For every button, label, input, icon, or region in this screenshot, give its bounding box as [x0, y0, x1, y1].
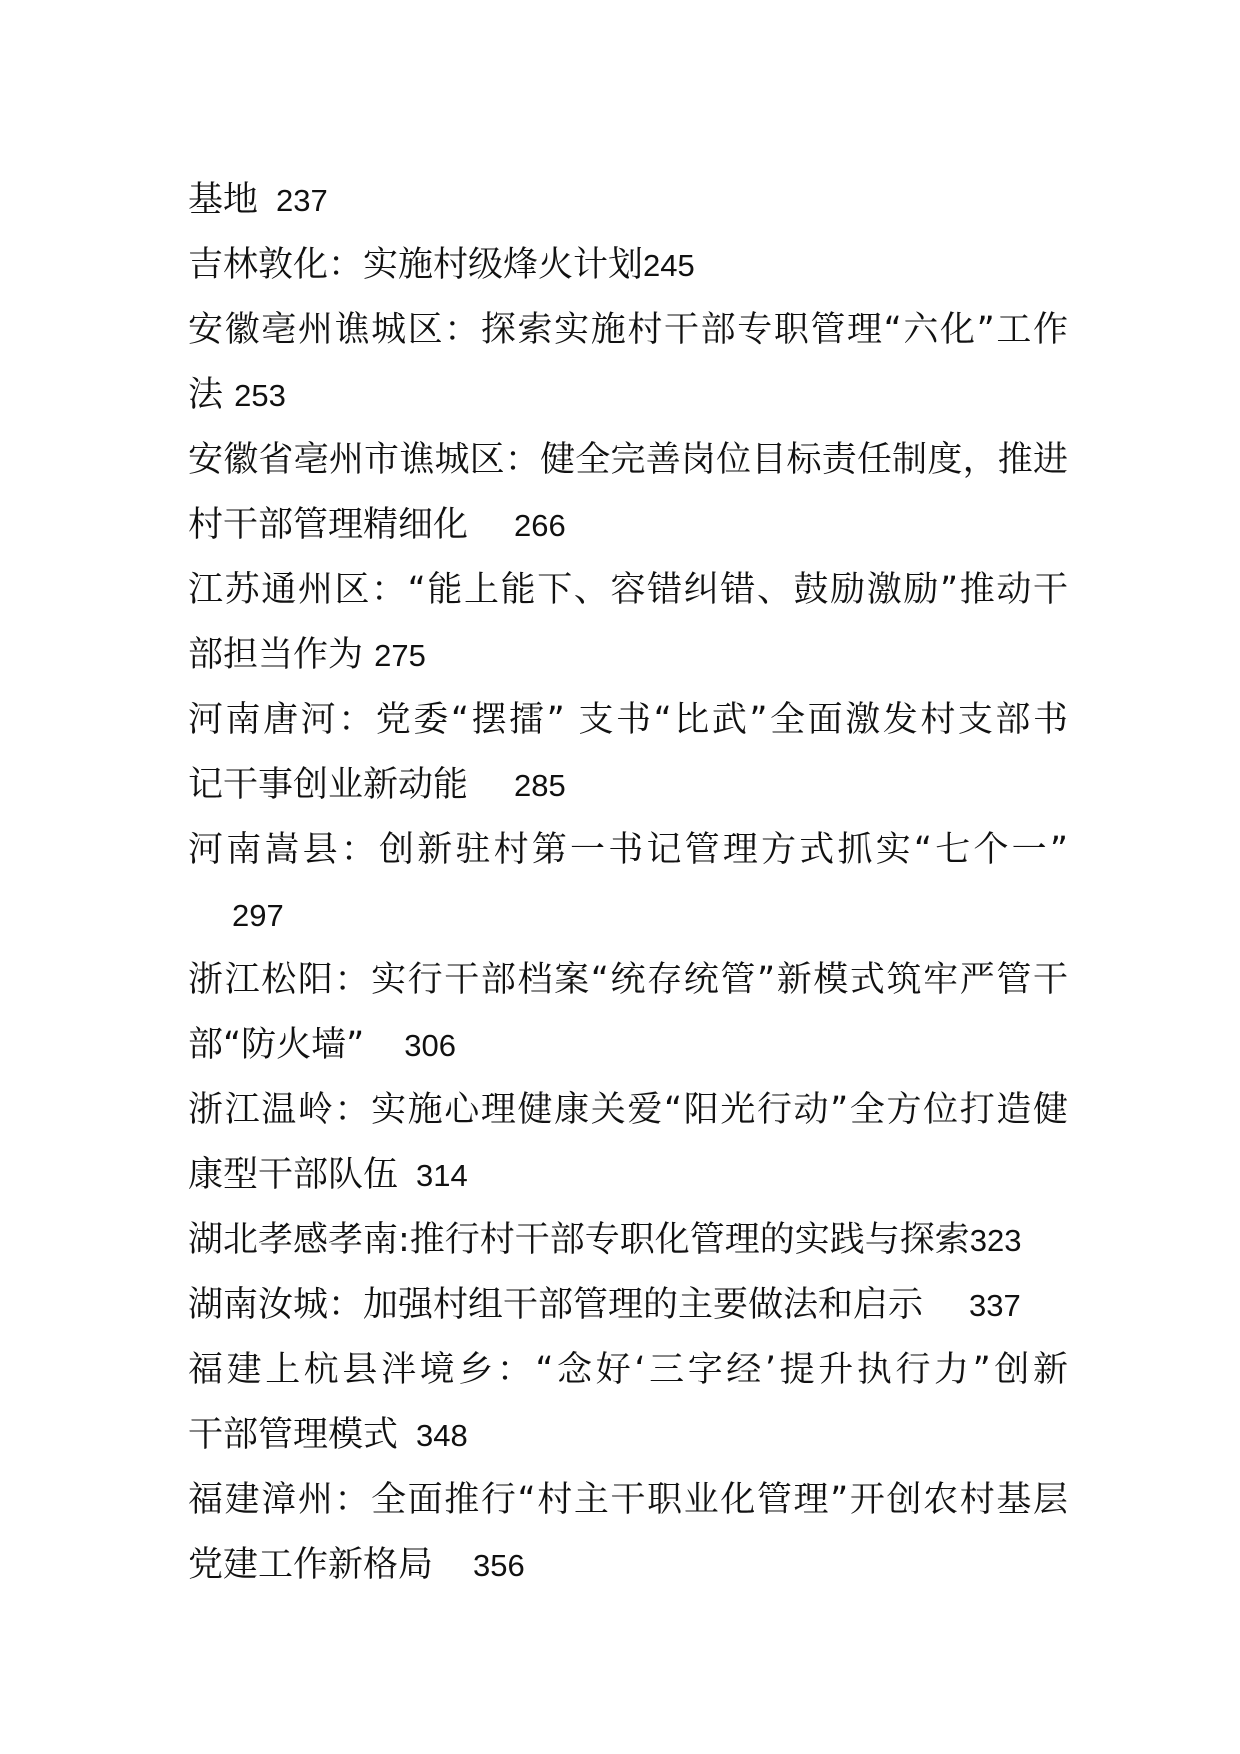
- toc-entry-title-line1: 福建漳州：全面推行“村主干职业化管理”开创农村基层: [188, 1480, 1068, 1520]
- toc-entry-title: 记干事创业新动能: [188, 765, 469, 805]
- toc-entry-title: 康型干部队伍: [188, 1155, 399, 1195]
- toc-entry-title: 湖北孝感孝南:推行村干部专职化管理的实践与探索: [188, 1220, 970, 1260]
- table-of-contents: [188, 168, 1068, 1598]
- toc-entry: [188, 1208, 1068, 1273]
- toc-entry-title-line1: 河南嵩县：创新驻村第一书记管理方式抓实“七个一”: [188, 830, 1068, 870]
- toc-page-number: 275: [374, 638, 426, 673]
- toc-entry-title-line2: [188, 623, 1068, 688]
- toc-entry-title-line1: 安徽亳州谯城区：探索实施村干部专职管理“六化”工作: [188, 310, 1068, 350]
- toc-page-number: 237: [276, 183, 328, 218]
- toc-entry-title: 村干部管理精细化: [188, 505, 469, 545]
- toc-entry-title-line2: [188, 363, 1068, 428]
- toc-entry: [188, 1273, 1068, 1338]
- toc-entry-title-line1: 江苏通州区：“能上能下、容错纠错、鼓励激励”推动干: [188, 570, 1068, 610]
- toc-entry-title-line2: [188, 753, 1068, 818]
- toc-entry-title: 湖南汝城：加强村组干部管理的主要做法和启示: [188, 1285, 924, 1325]
- toc-entry-title: 部“防火墙”: [188, 1025, 365, 1065]
- toc-entry-title-line2: [188, 1013, 1068, 1078]
- toc-page-number: 297: [232, 898, 284, 933]
- toc-page-number: 245: [643, 248, 695, 283]
- toc-page-number: 306: [404, 1028, 456, 1063]
- toc-entry-title: 党建工作新格局: [188, 1545, 434, 1585]
- toc-page-number: 285: [514, 768, 566, 803]
- toc-entry-title-line1: 浙江松阳：实行干部档案“统存统管”新模式筑牢严管干: [188, 960, 1068, 1000]
- toc-page-number: 348: [416, 1418, 468, 1453]
- toc-entry-title: 基地: [188, 180, 259, 220]
- toc-entry-title-line2: [188, 493, 1068, 558]
- toc-entry-title: 吉林敦化：实施村级烽火计划: [188, 245, 644, 285]
- toc-page-number: 314: [416, 1158, 468, 1193]
- toc-entry-title: 干部管理模式: [188, 1415, 399, 1455]
- toc-entry-title-line2: [188, 1533, 1068, 1598]
- toc-page-number: 356: [473, 1548, 525, 1583]
- toc-entry-title: 法: [188, 375, 224, 415]
- toc-entry-title-line1: 安徽省亳州市谯城区：健全完善岗位目标责任制度，推进: [188, 440, 1068, 480]
- toc-entry-title-line1: 河南唐河：党委“摆擂” 支书“比武”全面激发村支部书: [188, 700, 1068, 740]
- toc-page-number: 323: [969, 1223, 1022, 1258]
- toc-page-number: 337: [969, 1288, 1021, 1323]
- toc-entry-title-line2: [188, 1143, 1068, 1208]
- toc-entry: [188, 168, 1068, 233]
- toc-entry: [188, 233, 1068, 298]
- toc-entry-title-line2: [188, 1403, 1068, 1468]
- toc-entry-title-line1: 福建上杭县泮境乡：“念好‘三字经’提升执行力”创新: [188, 1350, 1068, 1390]
- toc-entry-title-line1: 浙江温岭：实施心理健康关爱“阳光行动”全方位打造健: [188, 1090, 1068, 1130]
- toc-page-number: 253: [234, 378, 286, 413]
- toc-page-number: 266: [514, 508, 566, 543]
- toc-entry-title-line2: [188, 883, 1068, 948]
- toc-entry-title: 部担当作为: [188, 635, 364, 675]
